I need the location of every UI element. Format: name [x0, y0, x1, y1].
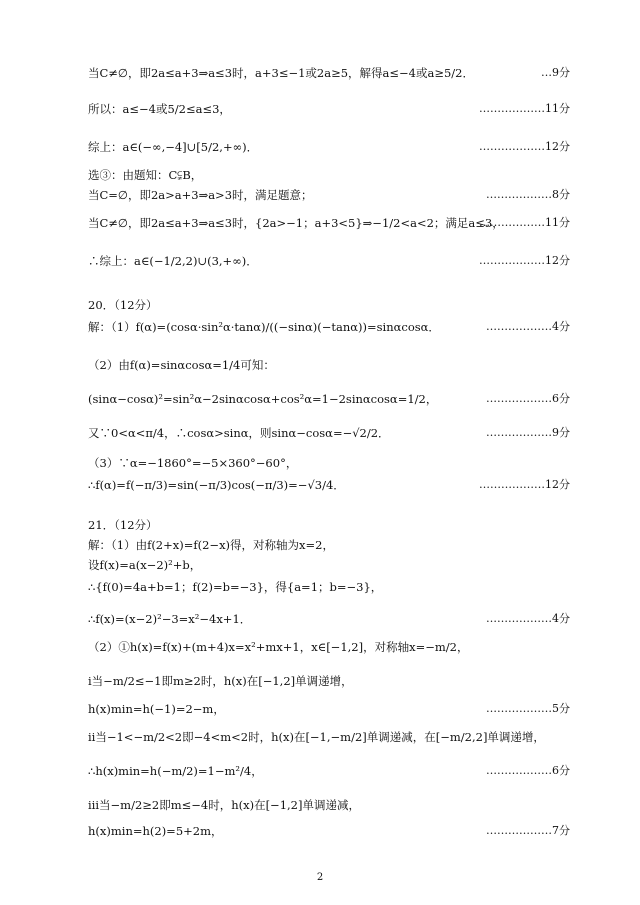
- score-mark: ………………9分: [486, 426, 570, 439]
- score-mark: ………………12分: [479, 478, 570, 491]
- solution-text: 20．（12分）: [88, 298, 158, 312]
- score-mark: ………………8分: [486, 188, 570, 201]
- score-mark: ………………12分: [479, 140, 570, 153]
- score-mark: ………………4分: [486, 320, 570, 333]
- page-number: 2: [316, 872, 324, 883]
- solution-text: （3）∵α=−1860°=−5×360°−60°，: [88, 456, 298, 470]
- solution-text: 当C≠∅，即2a≤a+3⇒a≤3时，a+3≤−1或2a≥5，解得a≤−4或a≥5/2．: [88, 66, 474, 80]
- score-mark: ………………6分: [486, 392, 570, 405]
- solution-text: 当C=∅，即2a>a+3⇒a>3时，满足题意；: [88, 188, 313, 202]
- solution-text: ∴f(x)=(x−2)²−3=x²−4x+1．: [88, 612, 252, 626]
- solution-text: ⅱ当−1<−m/2<2即−4<m<2时，h(x)在[−1,−m/2]单调递减，在[−m/2,2]单调递增，: [88, 730, 545, 744]
- solution-text: 解：（1）由f(2+x)=f(2−x)得，对称轴为x=2，: [88, 538, 334, 552]
- score-mark: ………………7分: [486, 824, 570, 837]
- solution-text: 又∵0<α<π/4，∴cosα>sinα，则sinα−cosα=−√2/2．: [88, 426, 390, 440]
- solution-text: 所以：a≤−4或5/2≤a≤3，: [88, 102, 231, 116]
- solution-text: ⅲ当−m/2≥2即m≤−4时，h(x)在[−1,2]单调递减，: [88, 798, 360, 812]
- solution-text: (sinα−cosα)²=sin²α−2sinαcosα+cos²α=1−2sinαcosα=1/2，: [88, 392, 438, 406]
- solution-text: ⅰ当−m/2≤−1即m≥2时，h(x)在[−1,2]单调递增，: [88, 674, 353, 688]
- solution-text: 当C≠∅，即2a≤a+3⇒a≤3时，{2a>−1；a+3<5}⇒−1/2<a<2；满足a≤3，: [88, 216, 504, 230]
- solution-text: h(x)min=h(2)=5+2m，: [88, 824, 223, 838]
- solution-text: 21．（12分）: [88, 518, 158, 532]
- solution-text: ∴综上：a∈(−1/2,2)∪(3,+∞)．: [88, 254, 258, 268]
- score-mark: ………………12分: [479, 254, 570, 267]
- solution-text: 综上：a∈(−∞,−4]∪[5/2,+∞)．: [88, 140, 259, 154]
- solution-text: 选③：由题知：C⫋B，: [88, 168, 203, 182]
- score-mark: ………………11分: [479, 216, 570, 229]
- score-mark: ………………11分: [479, 102, 570, 115]
- solution-text: ∴f(α)=f(−π/3)=sin(−π/3)cos(−π/3)=−√3/4．: [88, 478, 345, 492]
- score-mark: ………………4分: [486, 612, 570, 625]
- solution-text: ∴{f(0)=4a+b=1；f(2)=b=−3}，得{a=1；b=−3}，: [88, 580, 383, 594]
- solution-text: h(x)min=h(−1)=2−m，: [88, 702, 225, 716]
- solution-text: 解：（1）f(α)=(cosα·sin²α·tanα)/((−sinα)(−tanα))=sinαcosα．: [88, 320, 440, 334]
- score-mark: …9分: [541, 66, 570, 79]
- score-mark: ………………6分: [486, 764, 570, 777]
- solution-text: （2）由f(α)=sinαcosα=1/4可知：: [88, 358, 275, 372]
- solution-text: ∴h(x)min=h(−m/2)=1−m²/4，: [88, 764, 263, 778]
- score-mark: ………………5分: [486, 702, 570, 715]
- solution-text: （2）①h(x)=f(x)+(m+4)x=x²+mx+1，x∈[−1,2]，对称轴x=−m/2，: [88, 640, 469, 654]
- solution-text: 设f(x)=a(x−2)²+b，: [88, 558, 202, 572]
